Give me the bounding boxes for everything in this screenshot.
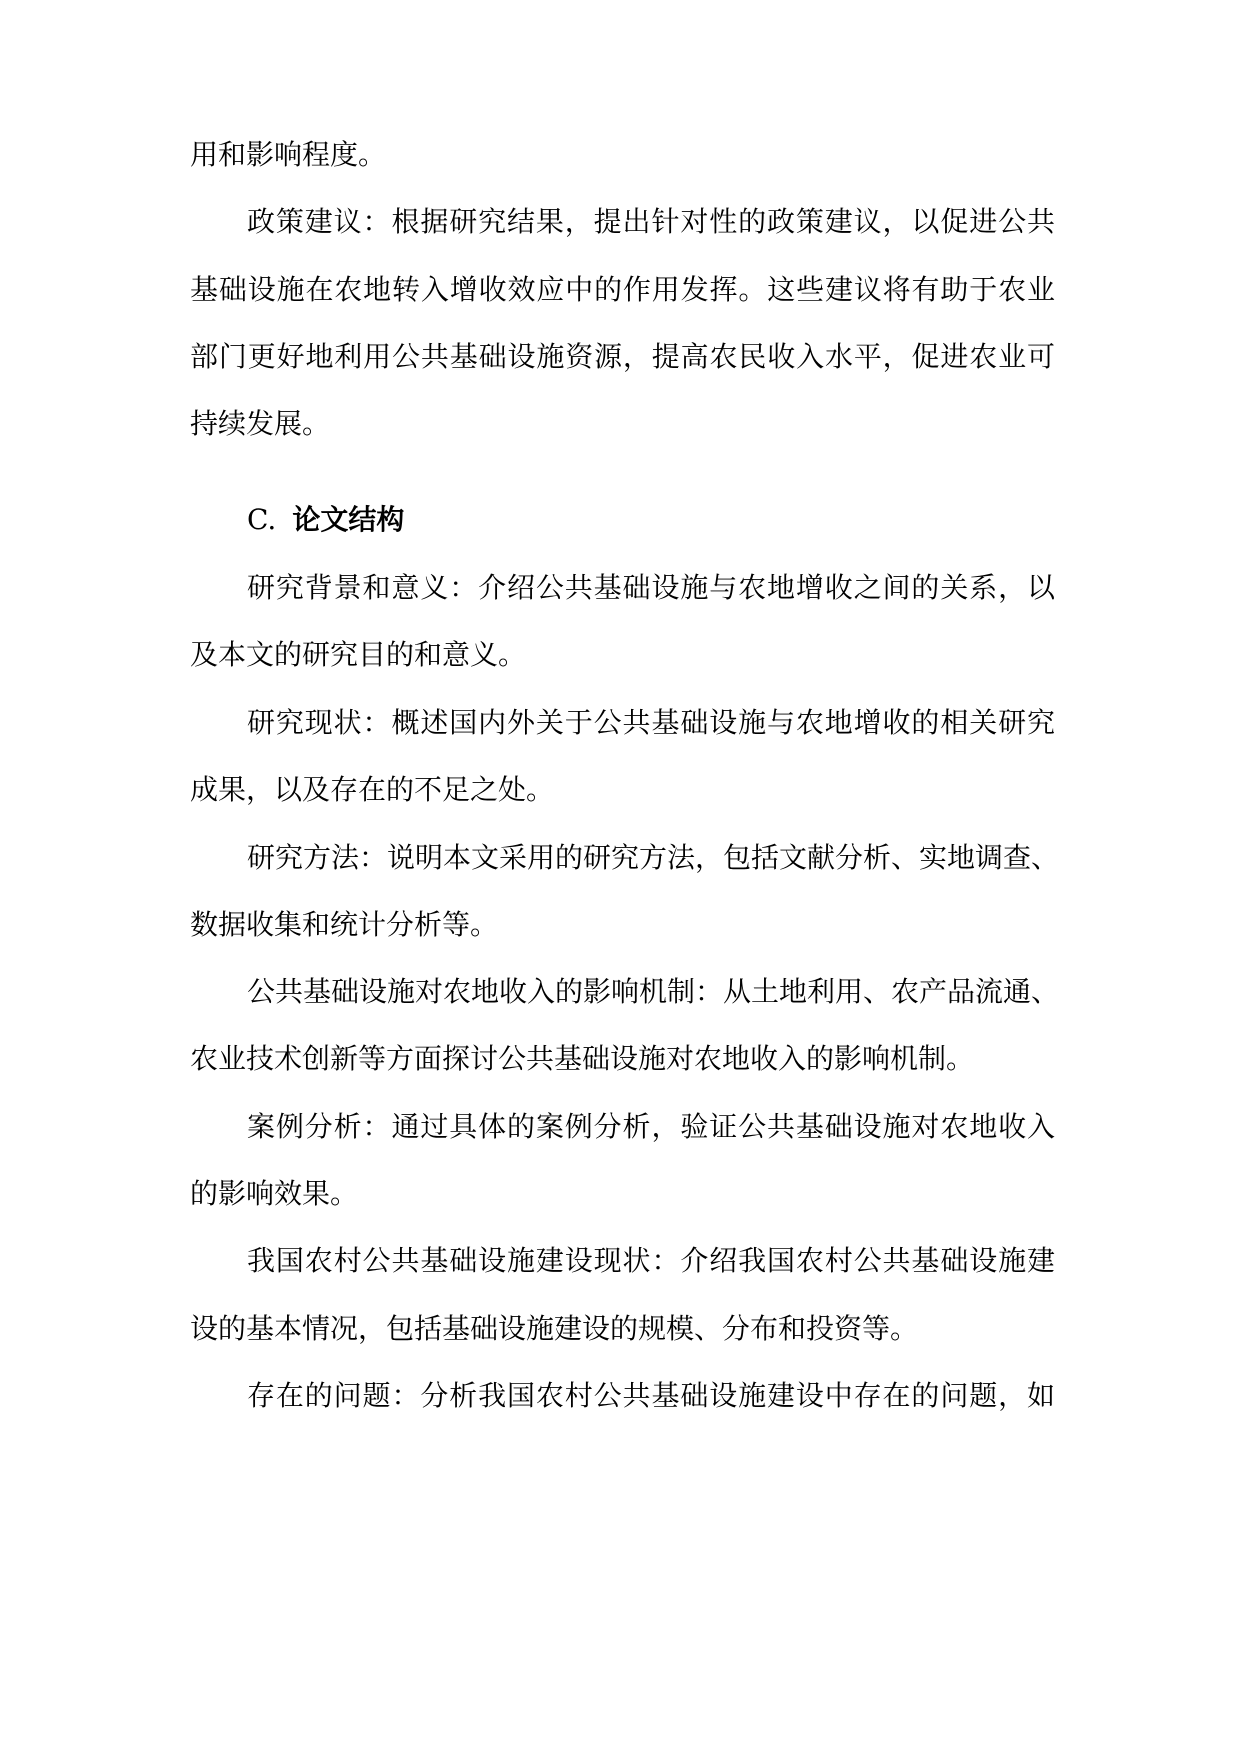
- text-line: 用和影响程度。: [190, 138, 387, 171]
- text-line: 研究方法：说明本文采用的研究方法，包括文献分析、实地调查、: [247, 841, 1060, 874]
- section-title: 论文结构: [292, 503, 405, 536]
- text-line: 案例分析：通过具体的案例分析，验证公共基础设施对农地收入: [247, 1110, 1055, 1143]
- text-line: 存在的问题：分析我国农村公共基础设施建设中存在的问题，如: [247, 1379, 1055, 1412]
- text-line: 公共基础设施对农地收入的影响机制：从土地利用、农产品流通、: [247, 975, 1060, 1008]
- text-line: 基础设施在农地转入增收效应中的作用发挥。这些建议将有助于农业: [190, 273, 1055, 306]
- text-line: 的影响效果。: [190, 1177, 359, 1210]
- text-line: 成果，以及存在的不足之处。: [190, 773, 555, 806]
- section-number: C.: [247, 503, 277, 536]
- text-line: 我国农村公共基础设施建设现状：介绍我国农村公共基础设施建: [247, 1244, 1055, 1277]
- text-line: 政策建议：根据研究结果，提出针对性的政策建议，以促进公共: [247, 205, 1055, 238]
- text-line: 及本文的研究目的和意义。: [190, 638, 527, 671]
- text-line: 部门更好地利用公共基础设施资源，提高农民收入水平，促进农业可: [190, 340, 1055, 373]
- section-heading: [247, 502, 404, 538]
- text-line: 研究背景和意义：介绍公共基础设施与农地增收之间的关系，以: [247, 571, 1055, 604]
- text-line: 设的基本情况，包括基础设施建设的规模、分布和投资等。: [190, 1312, 919, 1345]
- text-line: 数据收集和统计分析等。: [190, 908, 499, 941]
- text-line: 研究现状：概述国内外关于公共基础设施与农地增收的相关研究: [247, 706, 1055, 739]
- text-line: 农业技术创新等方面探讨公共基础设施对农地收入的影响机制。: [190, 1042, 975, 1075]
- text-line: 持续发展。: [190, 407, 331, 440]
